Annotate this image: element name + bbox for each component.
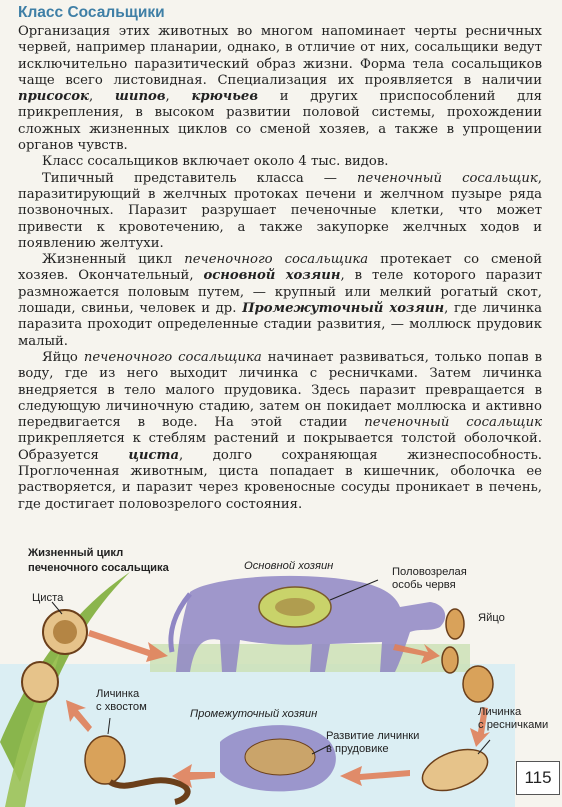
intermediate-host-label: Промежуточный хозяин [190,708,318,720]
egg-icon [463,666,493,702]
paragraph-liver-fluke: Типичный представитель класса — печеночный сосальщик, паразитирующий в желчных протоках печени и желчном пузыре ряда позвоночных. Паразит разрушает печеночные клетки, что может привести к кровотечению, а также закупорке желчных ходов и появлению желтухи. [18,170,542,251]
egg-icon [446,609,464,639]
paragraph-life-cycle: Жизненный цикл печеночного сосальщика протекает со сменой хозяев. Окончательный, основной хозяин, в теле которого паразит размножается половым путем, — крупный или мелкий рогатый скот, лошади, свиньи, человек и др. Промежуточный хозяин, где личинка паразита проходит определенные стадии развития, — моллюск прудовик малый. [18,252,543,349]
paragraph-species-count: Класс сосальщиков включает около 4 тыс. видов. [42,154,389,170]
egg-icon [442,647,458,673]
page-number: 115 [516,761,560,795]
cyst-label: Циста [32,592,64,604]
tailed-larva-label: Личинка с хвостом [96,688,147,713]
cyst-icon [22,662,58,702]
section-title: Класс Сосальщики [18,4,165,21]
diagram-title: Жизненный цикл печеночного сосальщика [28,547,169,574]
body-text [18,24,542,513]
paragraph-development: Яйцо печеночного сосальщика начинает развиваться, только попав в воду, где из него выходит личинка с ресничками. Затем личинка внедряется в тело малого прудовика. Здесь паразит превращается в следующую личиночную стадию, затем он покидает моллюска и активно передвигается в воде. На этой стадии печеночный сосальщик прикрепляется к стеблям растений и покрывается толстой оболочкой. Образуется циста, долго сохраняющая жизнеспособность. Проглоченная животным, циста попадает в кишечник, оболочка ее растворяется, и паразит через кровеносные сосуды проникает в печень, где достигает половозрелого состояния. [18,349,543,512]
tailed-larva-icon [85,736,125,784]
main-host-label: Основной хозяин [244,560,334,572]
ground-band [150,644,470,672]
snail-icon [220,725,336,791]
ciliated-larva-label: Личинка с ресничками [478,706,549,731]
paragraph-organization: Организация этих животных во многом напоминает черты ресничных червей, например планарии, однако, в отличие от них, сосальщики ведут исключительно паразитический образ жизни. Форма тела сосальщиков чаще всего листовидная. Специализация их проявляется в наличии присосок, шипов, крючьев и других приспособлений для прикрепления, в высоком развитии половой системы, прохождении сложных жизненных циклов со сменой хозяев, а также в упрощении органов чувств. [18,24,542,154]
development-label: Развитие личинки в прудовике [326,730,420,755]
egg-label: Яйцо [478,612,505,624]
adult-worm-label: Половозрелая особь червя [392,566,467,591]
